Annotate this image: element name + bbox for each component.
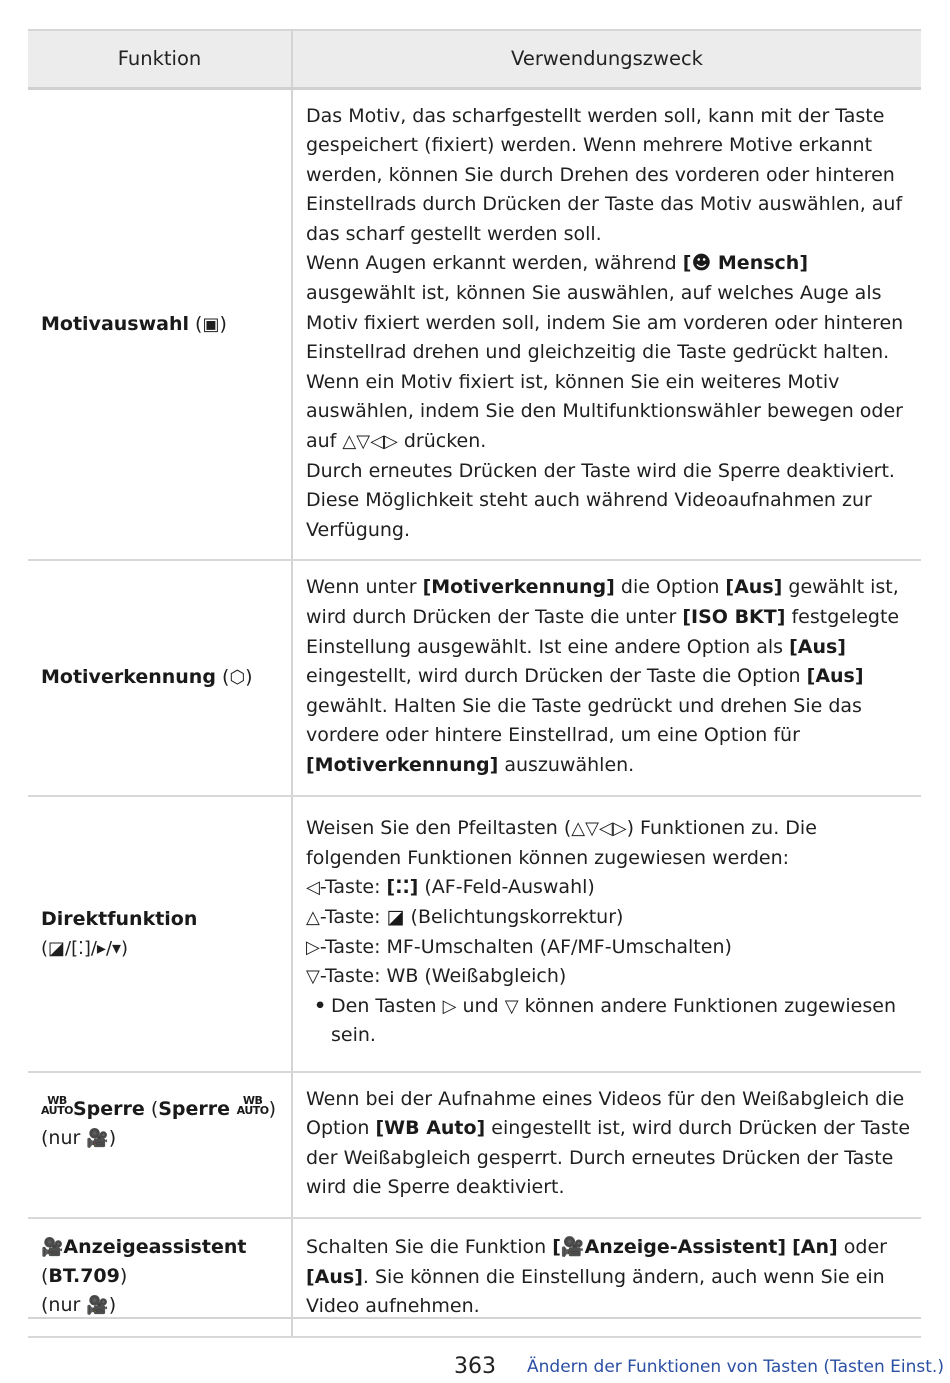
- function-name: Direktfunktion: [41, 907, 198, 930]
- table-header-row: [28, 30, 921, 88]
- function-cell: [28, 796, 292, 1072]
- menu-option: [☻ Mensch]: [682, 252, 808, 275]
- paragraph: Wenn unter [Motiverkennung] die Option [Aus] gewählt ist, wird durch Drücken der Taste die unter [ISO BKT] festgelegte Einstellung ausgewählt. Ist eine andere Option als [Aus] eingestellt, wird durch Drücken der Taste die Option [Aus] gewählt. Halten Sie die Taste gedrückt und drehen Sie das vordere oder hintere Einstellrad, um eine Option für [Motiverkennung] auszuwählen.: [306, 576, 900, 776]
- note-bullet: • Den Tasten ▷ und ▽ können andere Funktionen zugewiesen sein.: [306, 992, 911, 1051]
- header-function: Funktion: [28, 30, 292, 88]
- function-table: [28, 29, 921, 1338]
- function-name: 🎥Anzeigeassistent: [41, 1235, 247, 1258]
- function-name: Motiverkennung: [41, 666, 216, 689]
- right-arrow-icon: ▷: [306, 936, 320, 958]
- list-item: ▷-Taste: MF-Umschalten (AF/MF-Umschalten): [306, 935, 732, 958]
- function-cell: Motivauswahl (▣): [28, 88, 292, 560]
- page-number: 363: [454, 1354, 496, 1379]
- video-icon: 🎥: [86, 1294, 109, 1316]
- table-row: [28, 796, 921, 1072]
- direct-function-icons: (◪/[⁚]/▸/▾): [41, 937, 129, 959]
- description-cell: [292, 560, 921, 795]
- paragraph: Diese Möglichkeit steht auch während Videoaufnahmen zur Verfügung.: [306, 489, 872, 541]
- af-area-icon: [⁚⁚]: [386, 876, 419, 899]
- paragraph: Wenn ein Motiv fixiert ist, können Sie ein weiteres Motiv auswählen, indem Sie den Multifunktionswähler bewegen oder auf △▽◁▷ drücken.: [306, 370, 903, 453]
- bullet-icon: •: [314, 994, 327, 1017]
- table-row: [28, 560, 921, 795]
- table-row: [28, 1072, 921, 1218]
- list-item: ◁-Taste: [⁚⁚] (AF-Feld-Auswahl): [306, 876, 595, 899]
- description-cell: [292, 1072, 921, 1218]
- table-row: [28, 1218, 921, 1337]
- function-cell: 🎥Anzeigeassistent (BT.709) (nur 🎥): [28, 1218, 292, 1337]
- up-arrow-icon: △: [306, 906, 320, 928]
- function-cell: WB AUTO Sperre (Sperre WB AUTO ) (nur 🎥): [28, 1072, 292, 1218]
- function-cell: Motiverkennung (⬡): [28, 560, 292, 795]
- list-item: △-Taste: ◪ (Belichtungskorrektur): [306, 905, 624, 928]
- header-purpose: Verwendungszweck: [292, 30, 921, 88]
- table-row: [28, 88, 921, 560]
- description-cell: [292, 1218, 921, 1337]
- down-arrow-icon: ▽: [306, 966, 320, 988]
- description-cell: [292, 796, 921, 1072]
- description-cell: [292, 88, 921, 560]
- paragraph: Wenn bei der Aufnahme eines Videos für den Weißabgleich die Option [WB Auto] eingestellt ist, wird durch Drücken der Taste der Weißabgleich gesperrt. Durch erneutes Drücken der Taste wird die Sperre deaktiviert.: [306, 1087, 911, 1199]
- wb-auto-icon: WB AUTO: [236, 1093, 269, 1117]
- paragraph: Wenn Augen erkannt werden, während [☻ Mensch] ausgewählt ist, können Sie auswählen, auf welches Auge als Motiv fixiert werden soll, indem Sie am vorderen oder hinteren Einstellrad drehen und gleichzeitig die Taste gedrückt halten.: [306, 252, 904, 364]
- subject-detect-icon: ⬡: [229, 667, 246, 689]
- arrow-keys-icon: △▽◁▷: [571, 818, 627, 840]
- wb-auto-icon: WB AUTO: [41, 1093, 73, 1117]
- paragraph: Das Motiv, das scharfgestellt werden soll, kann mit der Taste gespeichert (fixiert) werden. Wenn mehrere Motive erkannt werden, können Sie durch Drehen des vorderen oder hinteren Einstellrads durch Drücken der Taste das Motiv auswählen, auf das scharf gestellt werden soll.: [306, 104, 903, 245]
- exposure-comp-icon: ◪: [386, 905, 405, 928]
- paragraph: Schalten Sie die Funktion [🎥Anzeige-Assistent] [An] oder [Aus]. Sie können die Einstellung ändern, auch wenn Sie ein Video aufnehmen.: [306, 1235, 887, 1318]
- function-name: WB AUTO Sperre: [41, 1093, 145, 1120]
- left-arrow-icon: ◁: [306, 877, 320, 899]
- function-name: Motivauswahl: [41, 312, 190, 335]
- subject-select-icon: ▣: [202, 313, 220, 335]
- list-item: ▽-Taste: WB (Weißabgleich): [306, 965, 567, 988]
- section-link[interactable]: Ändern der Funktionen von Tasten (Tasten Einst.): [527, 1357, 944, 1377]
- footer-divider: [28, 1317, 921, 1319]
- paragraph: Durch erneutes Drücken der Taste wird die Sperre deaktiviert.: [306, 459, 895, 482]
- video-icon: 🎥: [86, 1127, 109, 1149]
- face-icon: ☻: [691, 252, 712, 275]
- paragraph: Weisen Sie den Pfeiltasten (△▽◁▷) Funktionen zu. Die folgenden Funktionen können zugewiesen werden:: [306, 817, 817, 869]
- arrow-keys-icon: △▽◁▷: [342, 431, 398, 453]
- video-icon: 🎥: [41, 1236, 64, 1258]
- right-arrow-icon: ▷: [442, 995, 457, 1017]
- down-arrow-icon: ▽: [504, 995, 519, 1017]
